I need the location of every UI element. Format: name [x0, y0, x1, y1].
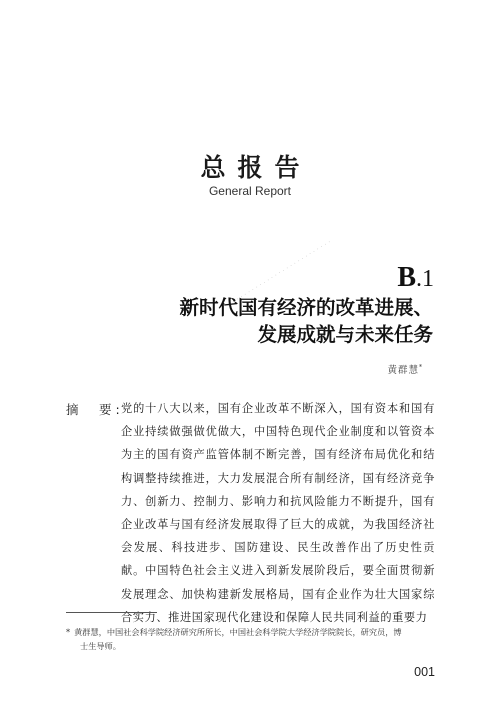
- footnote-mark: *: [66, 627, 71, 637]
- footnote-line1: 黄群慧，中国社会科学院经济研究所所长，中国社会科学院大学经济学院院长，研究员，博: [74, 627, 402, 637]
- author: [387, 362, 423, 376]
- page-number: 001: [414, 665, 435, 679]
- section-title: 总报告: [200, 153, 312, 182]
- abstract-label: 摘 要:: [66, 402, 124, 417]
- footnote-line2: 士生导师。: [80, 641, 121, 651]
- report-number-suffix: .1: [416, 266, 434, 292]
- report-number-prefix: B: [397, 262, 416, 293]
- report-title-line2: 发展成就与未来任务: [257, 323, 433, 346]
- section-subtitle: General Report: [208, 184, 292, 198]
- watermark: · · · · · · · · · · · · · · · · · · · · · · · · · ·: [232, 239, 333, 306]
- report-title-line1: 新时代国有经济的改革进展、: [179, 296, 433, 319]
- report-number: [397, 262, 434, 294]
- abstract-body: 党的十八大以来，国有企业改革不断深入，国有资本和国有企业持续做强做优做大，中国特色现代企业制度和以管资本为主的国有资产监管体制不断完善，国有经济布局优化和结构调整持续推进，大力发展混合所有制经济，国有经济竞争力、创新力、控制力、影响力和抗风险能力不断提升，国有企业改革与国有经济发展取得了巨大的成就，为我国经济社会发展、科技进步、国防建设、民生改善作出了历史性贡献。中国特色社会主义进入到新发展阶段后，要全面贯彻新发展理念、加快构建新发展格局，国有企业作为壮大国家综合实力、推进国家现代化建设和保障人民共同利益的重要力: [121, 402, 435, 624]
- author-name: 黄群慧: [387, 365, 419, 376]
- footnote-divider: [66, 612, 157, 613]
- footnote: [66, 625, 438, 653]
- author-footnote-mark: *: [419, 363, 423, 371]
